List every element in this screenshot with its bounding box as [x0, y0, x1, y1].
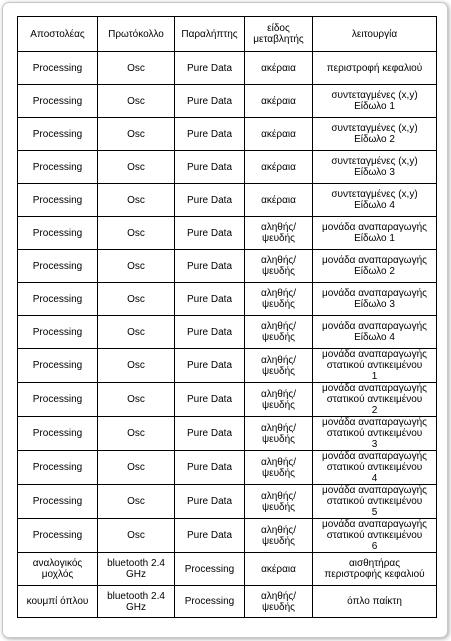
cell-receiver: Pure Data: [175, 151, 245, 184]
cell-protocol: bluetooth 2.4 GHz: [98, 586, 175, 618]
cell-sender: αναλογικός μοχλός: [18, 553, 98, 586]
table-row: [18, 586, 437, 618]
cell-receiver: Pure Data: [175, 184, 245, 217]
cell-variable-type: αληθής/ ψευδής: [245, 519, 313, 553]
cell-protocol: Osc: [98, 283, 175, 316]
cell-receiver: Pure Data: [175, 519, 245, 553]
cell-variable-type: αληθής/ ψευδής: [245, 383, 313, 417]
cell-function: συντεταγμένες (x,y) Είδωλο 4: [313, 184, 437, 217]
cell-variable-type: αληθής/ ψευδής: [245, 250, 313, 283]
cell-function: συντεταγμένες (x,y) Είδωλο 3: [313, 151, 437, 184]
cell-protocol: Osc: [98, 118, 175, 151]
cell-receiver: Pure Data: [175, 52, 245, 85]
cell-sender: Processing: [18, 519, 98, 553]
cell-function: μονάδα αναπαραγωγής Είδωλο 3: [313, 283, 437, 316]
cell-protocol: bluetooth 2.4 GHz: [98, 553, 175, 586]
cell-function: μονάδα αναπαραγωγής Είδωλο 1: [313, 217, 437, 250]
cell-protocol: Osc: [98, 250, 175, 283]
cell-function: αισθητήρας περιστροφής κεφαλιού: [313, 553, 437, 586]
header-variable-type: είδος μεταβλητής: [245, 17, 313, 52]
cell-function: μονάδα αναπαραγωγής Είδωλο 2: [313, 250, 437, 283]
cell-variable-type: αληθής/ ψευδής: [245, 586, 313, 618]
cell-sender: Processing: [18, 217, 98, 250]
table-row: [18, 283, 437, 316]
cell-variable-type: αληθής/ ψευδής: [245, 217, 313, 250]
table-row: [18, 417, 437, 451]
cell-function: περιστροφή κεφαλιού: [313, 52, 437, 85]
cell-sender: Processing: [18, 85, 98, 118]
cell-sender: Processing: [18, 283, 98, 316]
cell-function: μονάδα αναπαραγωγής στατικού αντικειμένου 5: [313, 485, 437, 519]
cell-variable-type: αληθής/ ψευδής: [245, 485, 313, 519]
mapping-table: [17, 16, 437, 618]
cell-receiver: Pure Data: [175, 383, 245, 417]
cell-variable-type: αληθής/ ψευδής: [245, 283, 313, 316]
cell-receiver: Pure Data: [175, 316, 245, 349]
cell-receiver: Processing: [175, 586, 245, 618]
cell-function: μονάδα αναπαραγωγής Είδωλο 4: [313, 316, 437, 349]
cell-protocol: Osc: [98, 417, 175, 451]
cell-receiver: Pure Data: [175, 283, 245, 316]
cell-protocol: Osc: [98, 151, 175, 184]
header-function: λειτουργία: [313, 17, 437, 52]
cell-protocol: Osc: [98, 217, 175, 250]
cell-protocol: Osc: [98, 485, 175, 519]
table-row: [18, 553, 437, 586]
cell-variable-type: ακέραια: [245, 184, 313, 217]
cell-function: συντεταγμένες (x,y) Είδωλο 2: [313, 118, 437, 151]
table-row: [18, 349, 437, 383]
table-row: [18, 184, 437, 217]
header-sender: Αποστολέας: [18, 17, 98, 52]
cell-protocol: Osc: [98, 519, 175, 553]
cell-receiver: Pure Data: [175, 485, 245, 519]
cell-sender: Processing: [18, 151, 98, 184]
cell-function: συντεταγμένες (x,y) Είδωλο 1: [313, 85, 437, 118]
header-protocol: Πρωτόκολλο: [98, 17, 175, 52]
table-row: [18, 519, 437, 553]
cell-protocol: Osc: [98, 316, 175, 349]
table-row: [18, 118, 437, 151]
cell-variable-type: αληθής/ ψευδής: [245, 349, 313, 383]
cell-sender: Processing: [18, 184, 98, 217]
cell-variable-type: αληθής/ ψευδής: [245, 316, 313, 349]
cell-protocol: Osc: [98, 184, 175, 217]
table-header-row: [18, 17, 437, 52]
cell-protocol: Osc: [98, 349, 175, 383]
table-row: [18, 485, 437, 519]
cell-function: όπλο παίκτη: [313, 586, 437, 618]
cell-variable-type: ακέραια: [245, 151, 313, 184]
table-row: [18, 250, 437, 283]
cell-protocol: Osc: [98, 52, 175, 85]
cell-sender: Processing: [18, 250, 98, 283]
table-row: [18, 85, 437, 118]
cell-receiver: Pure Data: [175, 85, 245, 118]
cell-sender: Processing: [18, 485, 98, 519]
cell-function: μονάδα αναπαραγωγής στατικού αντικειμένου 6: [313, 519, 437, 553]
cell-sender: Processing: [18, 349, 98, 383]
cell-receiver: Pure Data: [175, 118, 245, 151]
table-row: [18, 52, 437, 85]
cell-sender: κουμπί όπλου: [18, 586, 98, 618]
cell-variable-type: ακέραια: [245, 118, 313, 151]
cell-receiver: Pure Data: [175, 250, 245, 283]
cell-sender: Processing: [18, 118, 98, 151]
table-body: [18, 52, 437, 618]
cell-variable-type: ακέραια: [245, 85, 313, 118]
cell-variable-type: ακέραια: [245, 553, 313, 586]
cell-protocol: Osc: [98, 85, 175, 118]
table-row: [18, 316, 437, 349]
cell-function: μονάδα αναπαραγωγής στατικού αντικειμένου 4: [313, 451, 437, 485]
cell-function: μονάδα αναπαραγωγής στατικού αντικειμένου 1: [313, 349, 437, 383]
cell-receiver: Pure Data: [175, 417, 245, 451]
cell-receiver: Pure Data: [175, 349, 245, 383]
cell-protocol: Osc: [98, 451, 175, 485]
cell-function: μονάδα αναπαραγωγής στατικού αντικειμένου 3: [313, 417, 437, 451]
cell-variable-type: αληθής/ ψευδής: [245, 451, 313, 485]
cell-sender: Processing: [18, 52, 98, 85]
cell-receiver: Processing: [175, 553, 245, 586]
table-row: [18, 217, 437, 250]
cell-variable-type: αληθής/ ψευδής: [245, 417, 313, 451]
cell-variable-type: ακέραια: [245, 52, 313, 85]
document-page: [2, 2, 448, 638]
cell-sender: Processing: [18, 316, 98, 349]
table-row: [18, 383, 437, 417]
cell-protocol: Osc: [98, 383, 175, 417]
table-row: [18, 151, 437, 184]
cell-receiver: Pure Data: [175, 451, 245, 485]
cell-sender: Processing: [18, 417, 98, 451]
cell-sender: Processing: [18, 451, 98, 485]
cell-function: μονάδα αναπαραγωγής στατικού αντικειμένου 2: [313, 383, 437, 417]
table-row: [18, 451, 437, 485]
cell-sender: Processing: [18, 383, 98, 417]
cell-receiver: Pure Data: [175, 217, 245, 250]
header-receiver: Παραλήπτης: [175, 17, 245, 52]
